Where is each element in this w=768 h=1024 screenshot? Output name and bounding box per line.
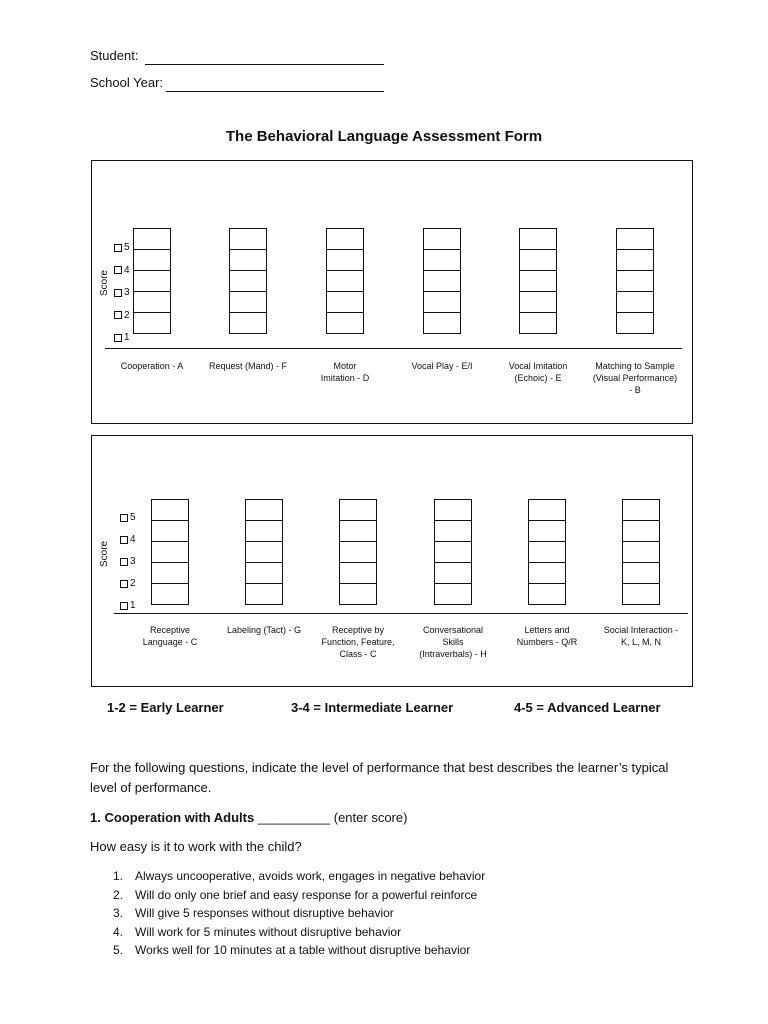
list-item[interactable]: 4. Will work for 5 minutes without disruptive behavior xyxy=(113,924,402,939)
page-title: The Behavioral Language Assessment Form xyxy=(225,128,543,145)
score-cell[interactable] xyxy=(229,228,267,250)
list-item[interactable]: 5. Works well for 10 minutes at a table without disruptive behavior xyxy=(113,943,471,957)
chart2-score-column-3[interactable] xyxy=(339,499,377,605)
checkbox-icon[interactable] xyxy=(120,536,128,544)
score-cell[interactable] xyxy=(622,541,660,563)
score-cell[interactable] xyxy=(622,520,660,542)
score-cell[interactable] xyxy=(229,312,267,334)
list-item[interactable]: 1. Always uncooperative, avoids work, engages in negative behavior xyxy=(113,869,486,883)
chart1-score-column-1[interactable] xyxy=(133,228,171,334)
score-cell[interactable] xyxy=(151,583,189,605)
score-cell[interactable] xyxy=(151,562,189,584)
chart1-category-label-1: Cooperation - A xyxy=(120,361,184,371)
score-cell[interactable] xyxy=(423,228,461,250)
score-value: 5 xyxy=(130,512,136,523)
question-1-prompt: How easy is it to work with the child? xyxy=(90,839,302,854)
score-cell[interactable] xyxy=(326,270,364,292)
score-cell[interactable] xyxy=(519,291,557,313)
score-value: 2 xyxy=(130,578,136,589)
checkbox-icon[interactable] xyxy=(114,244,122,252)
checkbox-icon[interactable] xyxy=(114,311,122,319)
chart1-score-option-5[interactable] xyxy=(114,242,130,253)
score-value: 3 xyxy=(130,556,136,567)
score-cell[interactable] xyxy=(245,520,283,542)
legend-intermediate-learner: 3-4 = Intermediate Learner xyxy=(291,700,454,715)
chart2-category-label-3: Receptive by Function, Feature, Class - C xyxy=(321,625,395,659)
student-label: Student: xyxy=(90,48,139,63)
school-year-field[interactable] xyxy=(166,91,384,92)
score-value: 5 xyxy=(124,242,130,253)
score-cell[interactable] xyxy=(151,541,189,563)
score-cell[interactable] xyxy=(229,270,267,292)
checkbox-icon[interactable] xyxy=(120,558,128,566)
chart2-baseline xyxy=(114,613,688,614)
score-cell[interactable] xyxy=(151,520,189,542)
score-value: 2 xyxy=(124,309,130,321)
checkbox-icon[interactable] xyxy=(114,289,122,297)
chart1-category-label-5: Vocal Imitation (Echoic) - E xyxy=(508,361,568,383)
chart1-score-axis-label: Score xyxy=(99,269,110,296)
legend-advanced-learner: 4-5 = Advanced Learner xyxy=(514,700,661,715)
score-value: 4 xyxy=(124,264,130,276)
score-cell[interactable] xyxy=(339,562,377,584)
checkbox-icon[interactable] xyxy=(120,514,128,522)
score-cell[interactable] xyxy=(326,291,364,313)
chart2-score-axis-label: Score xyxy=(99,540,110,567)
score-cell[interactable] xyxy=(245,583,283,605)
chart2-category-label-1: Receptive Language - C xyxy=(142,625,198,647)
chart1-category-label-3: Motor Imitation - D xyxy=(320,361,370,383)
chart1-score-option-1[interactable] xyxy=(114,332,130,343)
chart1-score-column-5[interactable] xyxy=(519,228,557,334)
score-cell[interactable] xyxy=(245,499,283,521)
score-value: 4 xyxy=(130,534,136,545)
chart1-category-label-6: Matching to Sample (Visual Performance) - B xyxy=(592,361,678,395)
chart2-score-column-4[interactable] xyxy=(434,499,472,605)
score-cell[interactable] xyxy=(434,520,472,542)
chart2-score-option-3[interactable] xyxy=(120,556,136,567)
score-cell[interactable] xyxy=(434,499,472,521)
chart1-score-option-4[interactable] xyxy=(114,265,130,276)
chart1-score-option-3[interactable] xyxy=(114,287,130,298)
score-cell[interactable] xyxy=(434,562,472,584)
chart2-category-label-6: Social Interaction - K, L, M, N xyxy=(603,625,679,647)
question-1-title: 1. Cooperation with Adults xyxy=(90,810,255,825)
score-cell[interactable] xyxy=(326,312,364,334)
chart2-category-label-5: Letters and Numbers - Q/R xyxy=(516,625,578,647)
score-value: 3 xyxy=(124,287,130,298)
chart1-score-column-4[interactable] xyxy=(423,228,461,334)
score-cell[interactable] xyxy=(423,312,461,334)
score-cell[interactable] xyxy=(528,499,566,521)
score-cell[interactable] xyxy=(339,541,377,563)
list-item[interactable]: 2. Will do only one brief and easy response for a powerful reinforce xyxy=(113,887,478,902)
score-cell[interactable] xyxy=(326,228,364,250)
checkbox-icon[interactable] xyxy=(114,334,122,342)
chart1-score-column-3[interactable] xyxy=(326,228,364,334)
score-cell[interactable] xyxy=(133,312,171,334)
question-1-options xyxy=(113,867,673,960)
score-cell[interactable] xyxy=(519,228,557,250)
score-cell[interactable] xyxy=(519,270,557,292)
chart2-score-column-6[interactable] xyxy=(622,499,660,605)
checkbox-icon[interactable] xyxy=(120,580,128,588)
score-cell[interactable] xyxy=(339,583,377,605)
list-item[interactable]: 3. Will give 5 responses without disruptive behavior xyxy=(113,906,394,920)
score-value: 1 xyxy=(124,332,130,343)
chart1-score-option-2[interactable] xyxy=(114,310,130,321)
chart2-score-option-2[interactable] xyxy=(120,578,136,589)
score-cell[interactable] xyxy=(622,499,660,521)
score-cell[interactable] xyxy=(326,249,364,271)
score-cell[interactable] xyxy=(528,541,566,563)
chart1-baseline xyxy=(105,348,682,349)
score-cell[interactable] xyxy=(616,249,654,271)
chart2-score-column-2[interactable] xyxy=(245,499,283,605)
score-value: 1 xyxy=(130,600,136,611)
score-cell[interactable] xyxy=(229,291,267,313)
checkbox-icon[interactable] xyxy=(114,266,122,274)
score-cell[interactable] xyxy=(528,520,566,542)
score-cell[interactable] xyxy=(229,249,267,271)
score-cell[interactable] xyxy=(339,499,377,521)
score-cell[interactable] xyxy=(622,562,660,584)
score-cell[interactable] xyxy=(151,499,189,521)
chart1-category-label-2: Request (Mand) - F xyxy=(208,361,288,371)
score-cell[interactable] xyxy=(519,249,557,271)
legend-early-learner: 1-2 = Early Learner xyxy=(107,700,224,715)
chart2-score-column-1[interactable] xyxy=(151,499,189,605)
question-1-suffix: (enter score) xyxy=(333,810,408,825)
instructions-text: For the following questions, indicate the level of performance that best describes the learner’s typical level of performance. xyxy=(90,760,669,795)
chart2-score-column-5[interactable] xyxy=(528,499,566,605)
chart2-category-label-2: Labeling (Tact) - G xyxy=(226,625,302,635)
score-cell[interactable] xyxy=(133,228,171,250)
chart1-score-column-2[interactable] xyxy=(229,228,267,334)
chart2-category-label-4: Conversational Skills (Intraverbals) - H xyxy=(419,625,487,659)
score-cell[interactable] xyxy=(616,291,654,313)
checkbox-icon[interactable] xyxy=(120,602,128,610)
chart2-score-option-1[interactable] xyxy=(120,600,136,611)
chart2-score-option-4[interactable] xyxy=(120,534,136,545)
score-cell[interactable] xyxy=(423,291,461,313)
school-year-label: School Year: xyxy=(90,75,164,90)
score-cell[interactable] xyxy=(423,249,461,271)
score-cell[interactable] xyxy=(423,270,461,292)
score-cell[interactable] xyxy=(245,541,283,563)
score-cell[interactable] xyxy=(133,249,171,271)
score-cell[interactable] xyxy=(519,312,557,334)
question-1-line xyxy=(90,808,690,828)
score-cell[interactable] xyxy=(616,228,654,250)
score-cell[interactable] xyxy=(133,270,171,292)
score-cell[interactable] xyxy=(622,583,660,605)
score-cell[interactable] xyxy=(528,562,566,584)
chart1-score-column-6[interactable] xyxy=(616,228,654,334)
question-1-score-blank[interactable]: __________ xyxy=(257,810,331,825)
score-cell[interactable] xyxy=(616,270,654,292)
score-cell[interactable] xyxy=(434,583,472,605)
chart1-category-label-4: Vocal Play - E/I xyxy=(411,361,473,371)
score-cell[interactable] xyxy=(528,583,566,605)
score-cell[interactable] xyxy=(133,291,171,313)
score-cell[interactable] xyxy=(434,541,472,563)
score-cell[interactable] xyxy=(245,562,283,584)
student-field[interactable] xyxy=(145,64,384,65)
score-cell[interactable] xyxy=(339,520,377,542)
chart2-score-option-5[interactable] xyxy=(120,512,136,523)
score-cell[interactable] xyxy=(616,312,654,334)
